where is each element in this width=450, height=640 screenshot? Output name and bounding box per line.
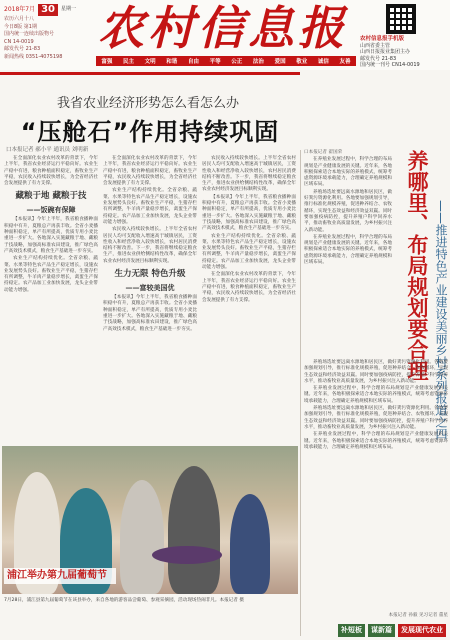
article-paragraph: 农民收入持续较快增长。上半年全省农村居民人均可支配收入增速高于城镇居民，工资性收入和经营净收入较快增长，农村居民消费结构不断改善。下一步，我省将继续稳定粮食生产，推进农业供给侧结构性改革，确保全年农业农村经济发展目标顺利实现。 [103,227,197,264]
year-month: 2018年7月 [4,6,36,14]
core-values-bar [96,56,356,66]
value-item: 平等 [209,59,221,65]
article-column-2 [103,156,197,334]
value-item: 自由 [187,59,199,65]
weekday: 星期一 [61,6,77,13]
value-item: 友善 [339,59,351,65]
right-story-headline-block [396,150,448,510]
article-paragraph: 【本报讯】今年上半年，我省粮食播种面积稳中有升，夏粮总产再获丰收。全省小麦播种面积稳定，单产有所提高，优质专用小麦比重进一步扩大。各地深入实施藏粮于地、藏粮于技战略，加强高标准农田建设，推广绿色高产高效技术模式，粮食生产基础进一步夯实。 [202,194,296,232]
article-paragraph: 在养殖业发展过程中，科学合理的布局规划是产业健康发展的关键。近年来，各地积极探索适合本地实际的养殖模式，统筹考虑资源环境承载能力，合理确定养殖规模和区域布局。 [304,157,392,188]
right-story-subheadline: ——推进特色产业建设美丽乡村系列报道之四 [434,200,448,440]
right-article-column-2 [304,360,448,452]
meta-line: 今日8版 第1期 [4,23,37,30]
article-paragraph: 在全面深化农业农村改革的背景下，今年上半年，我省农业经济运行平稳向好。农业生产稳中有进，粮食种植面积稳定，畜牧业生产平稳，农民收入持续较快增长，为全省经济社会发展提供了有力支撑。 [202,272,296,303]
article-paragraph: 【本报讯】今年上半年，我省粮食播种面积稳中有升，夏粮总产再获丰收。全省小麦播种面积稳定，单产有所提高，优质专用小麦比重进一步扩大。各地深入实施藏粮于地、藏粮于技战略，加强高标准农田建设，推广绿色高产高效技术模式，粮食生产基础进一步夯实。 [4,217,98,254]
value-item: 爱国 [274,59,286,65]
masthead-right [360,4,448,69]
article-paragraph: 养殖场选址要远离水源地和居民区，做好粪污资源化利用。各地要加强规划引导，推行标准化规模养殖，促进种养结合、农牧循环，实现生态效益和经济效益双赢。同时要加强疫病防控，提升养殖户科学饲养水平，推动畜牧业高质量发展，为乡村振兴注入新动能。 [304,406,448,430]
article-paragraph: 养殖场选址要远离水源地和居民区，做好粪污资源化利用。各地要加强规划引导，推行标准化规模养殖，促进种养结合、农牧循环，实现生态效益和经济效益双赢。同时要加强疫病防控，提升养殖户科学饲养水平，推动畜牧业高质量发展，为乡村振兴注入新动能。 [304,189,392,233]
article-paragraph: 农业生产结构持续优化。全省杂粮、蔬菜、水果等特色农产品生产稳定增长，设施农业发展势头良好。畜牧业生产平稳，生猪存栏有所调整，牛羊肉产量稳步增长，禽蛋生产保持稳定。农产品加工业加快发展，龙头企业带动能力增强。 [103,188,197,225]
mobile-edition-label: 农村信息报手机版 [360,36,405,42]
photo-description: 7月28日，浦江县第九届葡萄节在该县举办，来自各地的游客品尝葡萄、参观采摘园，活动现场热闹非凡。本报记者 摄 [4,598,244,603]
article-paragraph: 【本报讯】今年上半年，我省粮食播种面积稳中有升，夏粮总产再获丰收。全省小麦播种面积稳定，单产有所提高，优质专用小麦比重进一步扩大。各地深入实施藏粮于地、藏粮于技战略，加强高标准农田建设，推广绿色高产高效技术模式，粮食生产基础进一步夯实。 [103,295,197,332]
issue-date [4,4,94,16]
grape-basket [152,546,222,564]
right-article-column-1 [304,150,392,267]
byline: 口本报记者 翟国荣 [304,150,343,155]
publisher-line: 山西日报报业集团主办 [360,49,411,55]
section-subheading: ——富较美国优 [125,284,175,293]
article-paragraph: 养殖场选址要远离水源地和居民区，做好粪污资源化利用。各地要加强规划引导，推行标准化规模养殖，促进种养结合、农牧循环，实现生态效益和经济效益双赢。同时要加强疫病防控，提升养殖户科学饲养水平，推动畜牧业高质量发展，为乡村振兴注入新动能。 [304,360,448,384]
person-figure [168,466,220,594]
value-item: 法治 [252,59,264,65]
divider [0,72,300,75]
footer-tag[interactable]: 补短板 [338,624,365,637]
lead-byline: 口本报记者 郝小平 通讯员 刘明新 [6,147,89,153]
article-column-1 [4,156,98,295]
article-column-3 [202,156,296,305]
value-item: 公正 [231,59,243,65]
qr-code-icon[interactable] [386,4,416,34]
footer-bar [0,622,450,640]
article-paragraph: 在养殖业发展过程中，科学合理的布局规划是产业健康发展的关键。近年来，各地积极探索适合本地实际的养殖模式，统筹考虑资源环境承载能力，合理确定养殖规模和区域布局。 [304,234,392,266]
section-heading: 藏粮于地 藏粮于技 [15,191,87,202]
publisher-line: 邮发代号 21-83 [360,55,397,62]
meta-line: 国内统一连续出版物号 [4,31,55,37]
masthead-meta [4,4,94,61]
meta-line: 邮发代号 21-83 [4,46,41,52]
footer-tag[interactable]: 发展现代农业 [398,624,446,637]
value-item: 民主 [122,59,134,65]
newspaper-title: 农村信息报 [98,1,348,55]
right-story-headline[interactable]: 养哪里、布局规划要合理 [405,150,429,381]
article-paragraph: 农民收入持续较快增长。上半年全省农村居民人均可支配收入增速高于城镇居民，工资性收入和经营净收入较快增长，农村居民消费结构不断改善。下一步，我省将继续稳定粮食生产，推进农业供给侧结构性改革，确保全年农业农村经济发展目标顺利实现。 [202,156,296,193]
lead-topic: 我省农业经济形势怎么看怎么办 [56,96,239,111]
value-item: 文明 [144,59,156,65]
publisher-line: 国内统一刊号 CN14-0019 [360,62,420,68]
section-heading: 生力无限 特色升级 [114,269,186,280]
article-paragraph: 农业生产结构持续优化。全省杂粮、蔬菜、水果等特色农产品生产稳定增长，设施农业发展势头良好。畜牧业生产平稳，生猪存栏有所调整，牛羊肉产量稳步增长，禽蛋生产保持稳定。农产品加工业加快发展，龙头企业带动能力增强。 [4,256,98,293]
article-paragraph: 在全面深化农业农村改革的背景下，今年上半年，我省农业经济运行平稳向好。农业生产稳中有进，粮食种植面积稳定，畜牧业生产平稳，农民收入持续较快增长，为全省经济社会发展提供了有力支撑。 [103,156,197,187]
article-paragraph: 农业生产结构持续优化。全省杂粮、蔬菜、水果等特色农产品生产稳定增长，设施农业发展势头良好。畜牧业生产平稳，生猪存栏有所调整，牛羊肉产量稳步增长，禽蛋生产保持稳定。农产品加工业加快发展，龙头企业带动能力增强。 [202,233,296,271]
article-paragraph: 在养殖业发展过程中，科学合理的布局规划是产业健康发展的关键。近年来，各地积极探索适合本地实际的养殖模式，统筹考虑资源环境承载能力，合理确定养殖规模和区域布局。 [304,432,448,450]
value-item: 诚信 [317,59,329,65]
right-story-credit: 本报记者 孙毅 见习记者 董星 [388,613,448,618]
footer-tags [338,624,446,637]
column-divider [300,150,301,636]
footer-tag[interactable]: 谋新篇 [368,624,395,637]
meta-line: 农历六月十八 [4,16,35,22]
publisher-line: 山西省委主管 [360,42,391,49]
person-figure [120,480,164,594]
day-number: 30 [38,4,58,16]
lead-headline[interactable]: “压舱石”作用持续巩固 [20,118,280,146]
value-item: 敬业 [296,59,308,65]
article-paragraph: 在全面深化农业农村改革的背景下，今年上半年，我省农业经济运行平稳向好。农业生产稳中有进，粮食种植面积稳定，畜牧业生产平稳，农民收入持续较快增长，为全省经济社会发展提供了有力支撑。 [4,156,98,187]
value-item: 富强 [101,59,113,65]
masthead [0,0,450,70]
section-subheading: ——饭碗有保障 [26,206,76,215]
meta-line: 新闻热线 0351-4075198 [4,53,63,60]
person-figure [230,494,270,594]
article-paragraph: 在养殖业发展过程中，科学合理的布局规划是产业健康发展的关键。近年来，各地积极探索适合本地实际的养殖模式，统筹考虑资源环境承载能力，合理确定养殖规模和区域布局。 [304,386,448,404]
meta-line: CN 14-0019 [4,38,34,45]
photo-caption: 浦江举办第九届葡萄节 [4,568,116,584]
value-item: 和谐 [166,59,178,65]
